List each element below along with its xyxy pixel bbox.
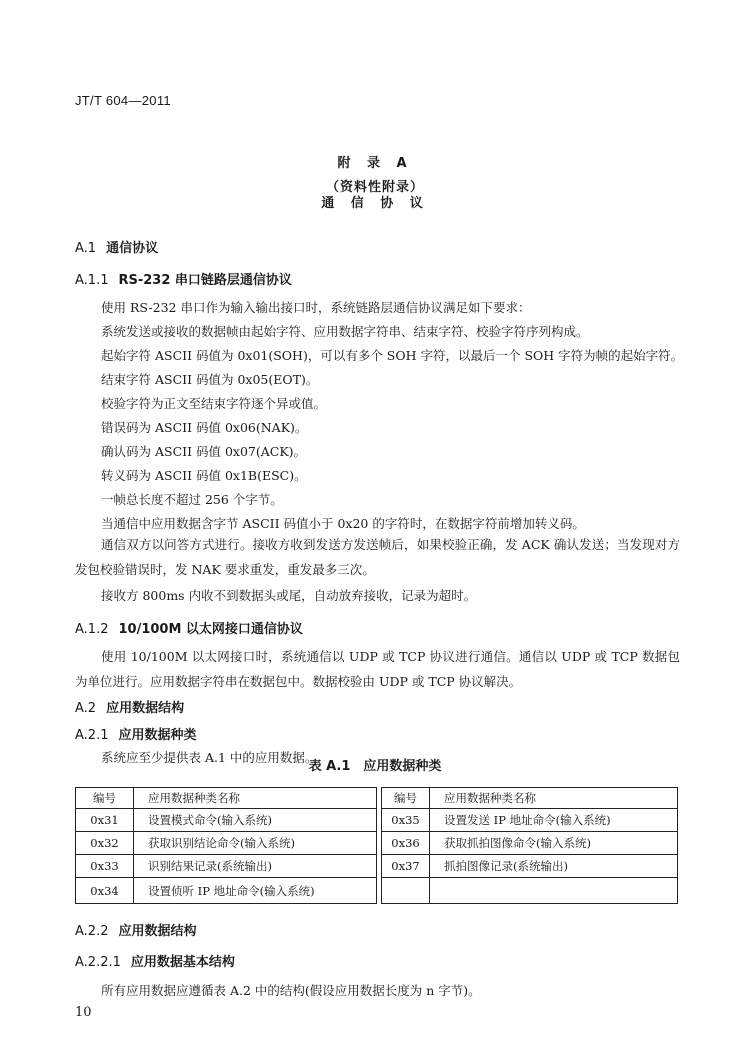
heading-a11-number: A.1.1 [75,273,109,288]
annex-subject: 通 信 协 议 [321,196,429,211]
row-name: 识别结果记录(系统输出) [134,855,377,878]
table-header-row [76,788,377,809]
header-name: 应用数据种类名称 [134,788,377,809]
heading-a11 [75,269,292,288]
header-code: 编号 [76,788,134,809]
table-row [76,809,377,832]
row-code: 0x31 [76,809,134,832]
a12-para: 使用 10/100M 以太网接口时，系统通信以 UDP 或 TCP 协议进行通信。通信以 UDP 或 TCP 数据包为单位进行。应用数据字符串在数据包中。数据校验由 UDP 或 TCP 协议解决。 [75,649,680,689]
heading-a2-number: A.2 [75,701,97,716]
table-a1-right [381,787,678,904]
a11-line-8: 转义码为 ASCII 码值 0x1B(ESC)。 [101,468,307,483]
a11-line-6: 错误码为 ASCII 码值 0x06(NAK)。 [101,420,308,435]
a11-line-5: 校验字符为正文至结束字符逐个异或值。 [101,396,327,411]
row-code: 0x33 [76,855,134,878]
row-name [430,878,678,904]
row-name: 抓拍图像记录(系统输出) [430,855,678,878]
heading-a1-number: A.1 [75,241,97,256]
heading-a22-number: A.2.2 [75,924,109,939]
heading-a221 [75,951,235,970]
table-caption: 表 A.1 应用数据种类 [308,759,442,774]
header-name: 应用数据种类名称 [430,788,678,809]
heading-a12 [75,618,303,637]
heading-a11-title: RS-232 串口链路层通信协议 [118,273,292,288]
row-name: 获取识别结论命令(输入系统) [134,832,377,855]
table-row [382,832,678,855]
a11-line-2: 系统发送或接收的数据帧由起始字符、应用数据字符串、结束字符、校验字符序列构成。 [101,324,589,339]
a11-line-1: 使用 RS-232 串口作为输入输出接口时，系统链路层通信协议满足如下要求： [101,300,531,315]
heading-a2-title: 应用数据结构 [106,701,185,716]
row-code: 0x37 [382,855,430,878]
row-code [382,878,430,904]
heading-a2 [75,697,184,716]
a11-line-timeout: 接收方 800ms 内收不到数据头或尾，自动放弃接收，记录为超时。 [101,588,477,603]
heading-a12-number: A.1.2 [75,622,109,637]
a11-line-4: 结束字符 ASCII 码值为 0x05(EOT)。 [101,372,319,387]
header-code: 编号 [382,788,430,809]
heading-a12-title: 10/100M 以太网接口通信协议 [118,622,303,637]
table-row [76,878,377,904]
heading-a21-title: 应用数据种类 [118,728,197,743]
standard-code: JT/T 604—2011 [75,93,171,108]
annex-type: （资料性附录） [325,180,424,195]
a221-para: 所有应用数据应遵循表 A.2 中的结构(假设应用数据长度为 n 字节)。 [101,983,481,998]
row-code: 0x32 [76,832,134,855]
row-name: 设置侦听 IP 地址命令(输入系统) [134,878,377,904]
heading-a1-title: 通信协议 [106,241,159,256]
heading-a221-title: 应用数据基本结构 [130,955,235,970]
heading-a22-title: 应用数据结构 [118,924,197,939]
a11-line-10: 当通信中应用数据含字节 ASCII 码值小于 0x20 的字符时，在数据字符前增加转义码。 [101,516,585,531]
table-header-row [382,788,678,809]
row-code: 0x36 [382,832,430,855]
table-row [382,809,678,832]
annex-title: 附 录 A [337,156,413,171]
heading-a22 [75,920,197,939]
row-code: 0x34 [76,878,134,904]
table-a1-left [75,787,377,904]
row-code: 0x35 [382,809,430,832]
table-row [76,832,377,855]
heading-a21 [75,724,197,743]
a11-line-3: 起始字符 ASCII 码值为 0x01(SOH)，可以有多个 SOH 字符，以最后一个 SOH 字符为帧的起始字符。 [101,348,684,363]
table-row [382,855,678,878]
table-row [382,878,678,904]
heading-a221-number: A.2.2.1 [75,955,121,970]
row-name: 设置发送 IP 地址命令(输入系统) [430,809,678,832]
a11-para-ack: 通信双方以问答方式进行。接收方收到发送方发送帧后，如果校验正确，发 ACK 确认发送；当发现对方发包校验错误时，发 NAK 要求重发，重发最多三次。 [75,537,680,577]
row-name: 设置模式命令(输入系统) [134,809,377,832]
table-row [76,855,377,878]
heading-a21-number: A.2.1 [75,728,109,743]
row-name: 获取抓拍图像命令(输入系统) [430,832,678,855]
heading-a1 [75,237,158,256]
a11-line-7: 确认码为 ASCII 码值 0x07(ACK)。 [101,444,307,459]
a11-line-9: 一帧总长度不超过 256 个字节。 [101,492,283,507]
page-number: 10 [75,1005,92,1020]
a21-para: 系统应至少提供表 A.1 中的应用数据。 [101,750,318,765]
